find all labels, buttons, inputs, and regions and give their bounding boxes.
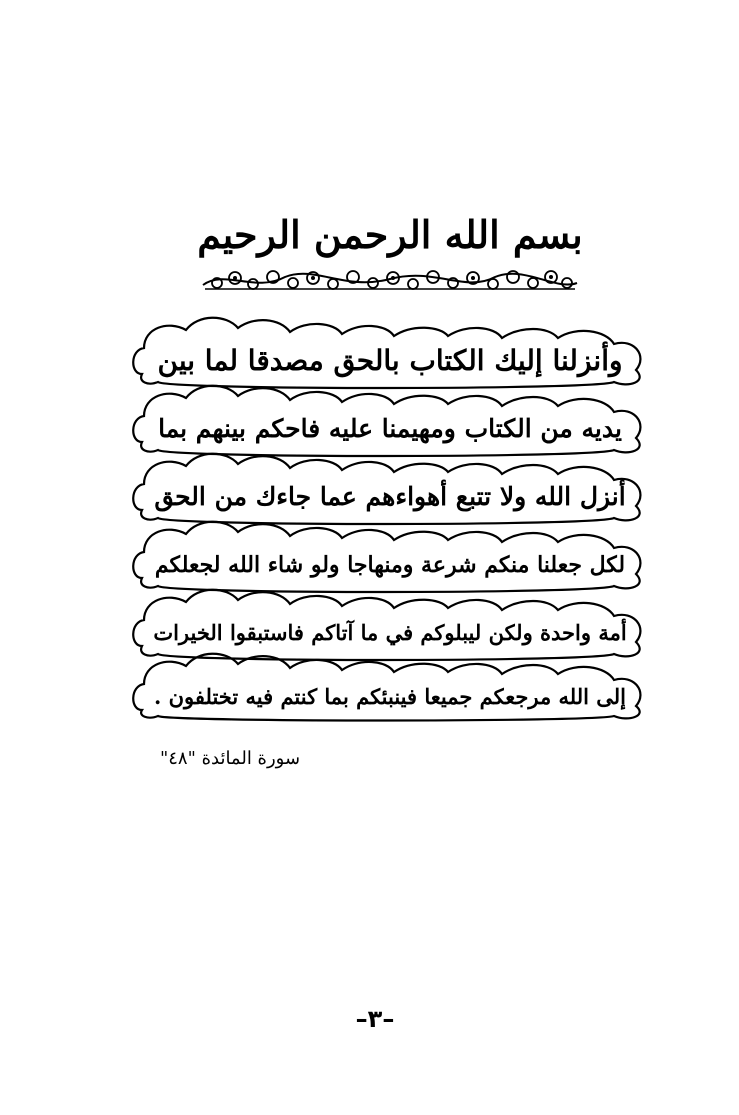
verse-line-5: أمة واحدة ولكن ليبلوكم في ما آتاكم فاستبقوا الخيرات	[153, 620, 627, 645]
basmala-text: بسم الله الرحمن الرحيم	[197, 212, 583, 257]
surah-reference: سورة المائدة "٤٨"	[159, 748, 301, 769]
verse-line-6: إلى الله مرجعكم جميعا فينبئكم بما كنتم فيه تختلفون .	[153, 684, 626, 709]
page-number: –٣–	[355, 1005, 395, 1033]
basmala-header	[195, 205, 585, 300]
verse-line-3: أنزل الله ولا تتبع أهواءهم عما جاءك من الحق	[154, 482, 626, 511]
verse-line-4: لكل جعلنا منكم شرعة ومنهاجا ولو شاء الله لجعلكم	[154, 552, 626, 578]
verse-line-1: وأنزلنا إليك الكتاب بالحق مصدقا لما بين	[157, 344, 623, 377]
verse-line-2: يديه من الكتاب ومهيمنا عليه فاحكم بينهم بما	[158, 414, 622, 443]
verse-block	[128, 312, 653, 724]
floral-ornament	[195, 263, 585, 297]
